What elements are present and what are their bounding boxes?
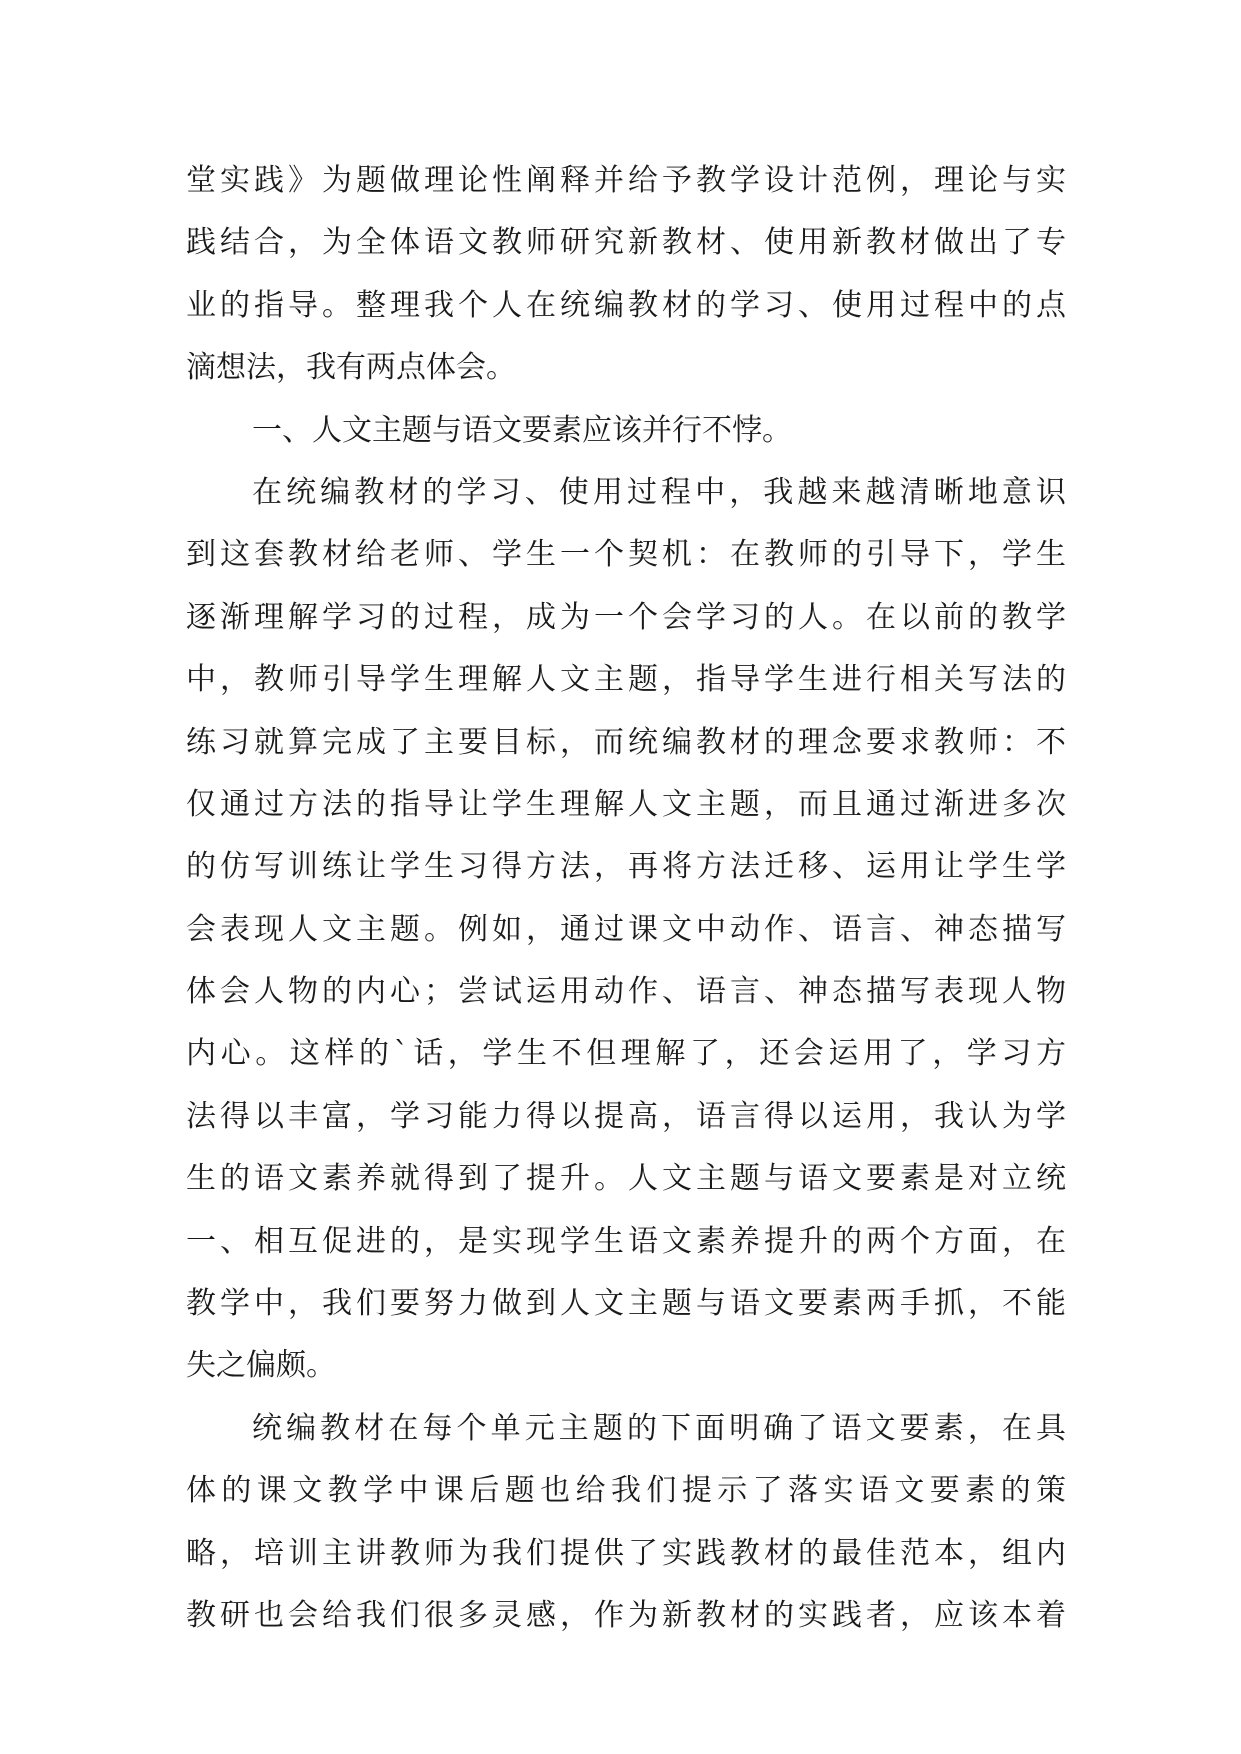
text-line: 践结合，为全体语文教师研究新教材、使用新教材做出了专 xyxy=(186,225,1066,261)
text-line: 的仿写训练让学生习得方法，再将方法迁移、运用让学生学 xyxy=(186,849,1066,885)
text-line: 到这套教材给老师、学生一个契机：在教师的引导下，学生 xyxy=(186,537,1066,573)
text-line: 一、相互促进的，是实现学生语文素养提升的两个方面，在 xyxy=(186,1223,1066,1259)
text-line: 中，教师引导学生理解人文主题，指导学生进行相关写法的 xyxy=(186,662,1066,698)
text-line: 失之偏颇。 xyxy=(186,1348,336,1384)
text-line: 会表现人文主题。例如，通过课文中动作、语言、神态描写 xyxy=(186,911,1066,947)
text-line: 略，培训主讲教师为我们提供了实践教材的最佳范本，组内 xyxy=(186,1535,1066,1571)
text-line: 生的语文素养就得到了提升。人文主题与语文要素是对立统 xyxy=(186,1161,1066,1197)
section-heading: 一、人文主题与语文要素应该并行不悖。 xyxy=(252,412,792,448)
text-line: 滴想法，我有两点体会。 xyxy=(186,350,516,386)
text-line: 体会人物的内心；尝试运用动作、语言、神态描写表现人物 xyxy=(186,974,1066,1010)
text-line: 逐渐理解学习的过程，成为一个会学习的人。在以前的教学 xyxy=(186,599,1066,635)
text-line: 在统编教材的学习、使用过程中，我越来越清晰地意识 xyxy=(252,474,1066,510)
text-line: 统编教材在每个单元主题的下面明确了语文要素，在具 xyxy=(252,1410,1066,1446)
text-line: 仅通过方法的指导让学生理解人文主题，而且通过渐进多次 xyxy=(186,786,1066,822)
text-line: 业的指导。整理我个人在统编教材的学习、使用过程中的点 xyxy=(186,287,1066,323)
text-line: 内心。这样的`话，学生不但理解了，还会运用了，学习方 xyxy=(186,1036,1066,1072)
text-line: 教学中，我们要努力做到人文主题与语文要素两手抓，不能 xyxy=(186,1286,1066,1322)
text-line: 练习就算完成了主要目标，而统编教材的理念要求教师：不 xyxy=(186,724,1066,760)
text-line: 教研也会给我们很多灵感，作为新教材的实践者，应该本着 xyxy=(186,1597,1066,1633)
document-body xyxy=(186,150,1066,1647)
text-line: 堂实践》为题做理论性阐释并给予教学设计范例，理论与实 xyxy=(186,163,1066,198)
text-line: 法得以丰富，学习能力得以提高，语言得以运用，我认为学 xyxy=(186,1098,1066,1134)
text-line: 体的课文教学中课后题也给我们提示了落实语文要素的策 xyxy=(186,1473,1066,1509)
